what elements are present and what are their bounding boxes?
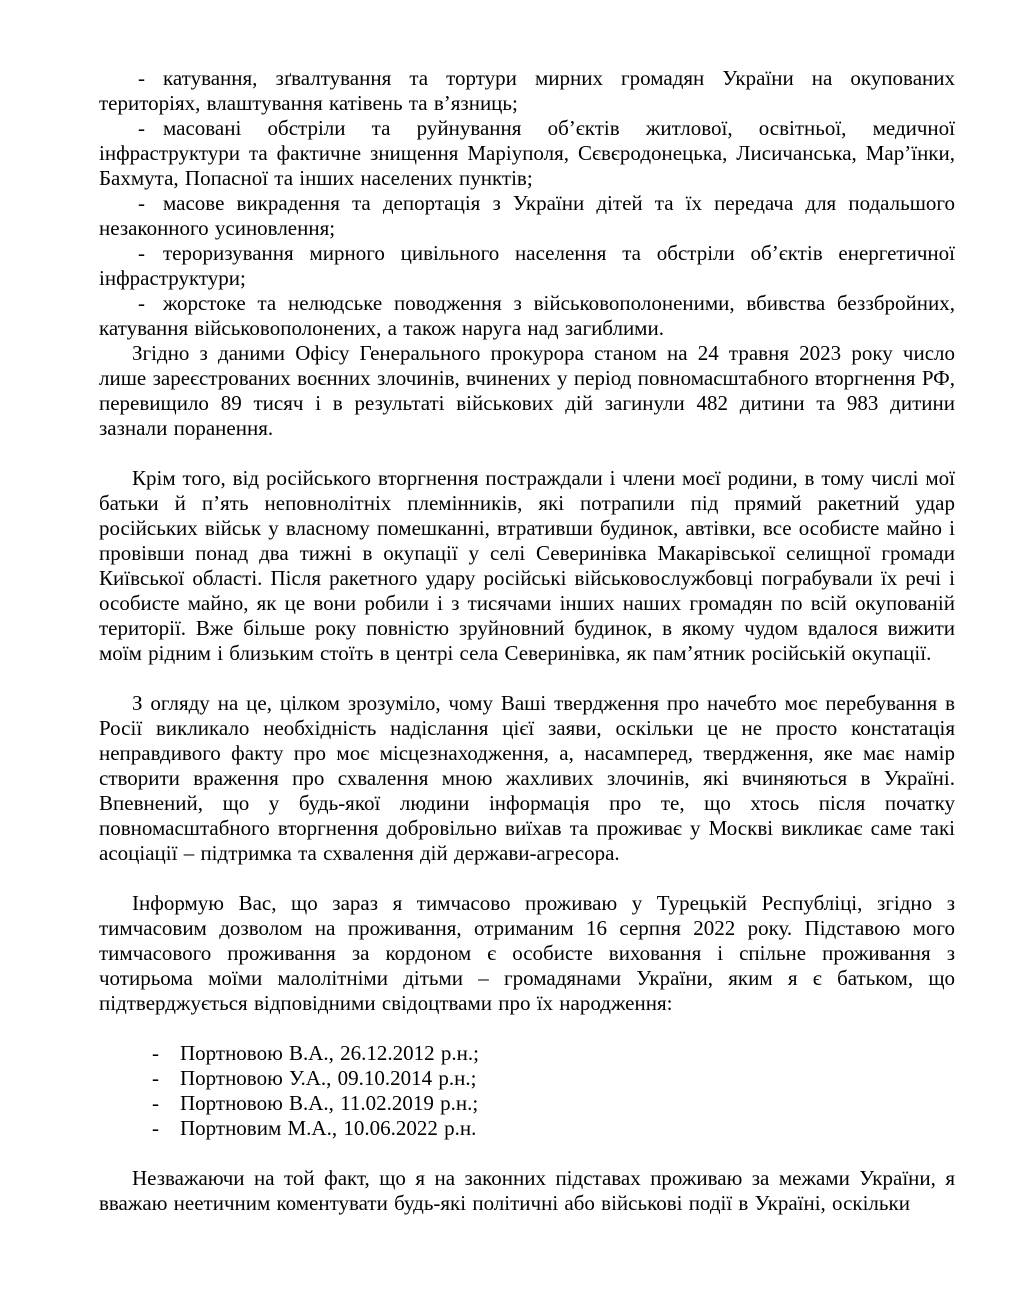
dash-marker: - bbox=[152, 1066, 159, 1090]
paragraph-text: тероризування мирного цивільного населення та обстріли об’єктів енергетичної інфраструктури; bbox=[99, 241, 955, 290]
paragraph bbox=[99, 1166, 955, 1216]
bullet-paragraph bbox=[99, 291, 955, 341]
list-item-text: Портновою В.А., 26.12.2012 р.н.; bbox=[180, 1041, 480, 1065]
dash-marker: - bbox=[138, 66, 145, 90]
paragraph-spacer bbox=[99, 666, 955, 691]
list-item-text: Портновою У.А., 09.10.2014 р.н.; bbox=[180, 1066, 477, 1090]
dash-marker: - bbox=[152, 1116, 159, 1140]
paragraph-text: жорстоке та нелюдське поводження з військовополоненими, вбивства беззбройних, катування військовополонених, а також наруга над загиблими. bbox=[99, 291, 955, 340]
paragraph bbox=[99, 691, 955, 866]
list-item bbox=[99, 1066, 955, 1091]
paragraph-text: масове викрадення та депортація з України дітей та їх передача для подальшого незаконного усиновлення; bbox=[99, 191, 955, 240]
dash-marker: - bbox=[138, 116, 145, 140]
list-item bbox=[99, 1116, 955, 1141]
dash-marker: - bbox=[152, 1041, 159, 1065]
paragraph-text: Згідно з даними Офісу Генерального прокурора станом на 24 травня 2023 року число лише зареєстрованих воєнних злочинів, вчинених у період повномасштабного вторгнення РФ, перевищило 89 тисяч і в результаті військових дій загинули 482 дитини та 983 дитини зазнали поранення. bbox=[99, 341, 955, 440]
dash-marker: - bbox=[138, 191, 145, 215]
paragraph bbox=[99, 891, 955, 1016]
list-item bbox=[99, 1091, 955, 1116]
paragraph-text: Крім того, від російського вторгнення постраждали і члени моєї родини, в тому числі мої батьки й п’ять неповнолітніх племінників, які потрапили під прямий ракетний удар російських військ у власному помешканні, втративши будинок, автівки, все особисте майно і провівши понад два тижні в окупації у селі Северинівка Макарівської селищної громади Київської області. Після ракетного удару російські військовослужбовці пограбували їх речі і особисте майно, як це вони робили і з тисячами інших наших громадян по всій окупованій території. Вже більше року повністю зруйновний будинок, в якому чудом вдалося вижити моїм рідним і близьким стоїть в центрі села Северинівка, як пам’ятник російській окупації. bbox=[99, 466, 955, 665]
paragraph-spacer bbox=[99, 1141, 955, 1166]
paragraph-spacer bbox=[99, 1016, 955, 1041]
list-item bbox=[99, 1041, 955, 1066]
dash-marker: - bbox=[138, 241, 145, 265]
list-item-text: Портновим М.А., 10.06.2022 р.н. bbox=[180, 1116, 477, 1140]
paragraph bbox=[99, 466, 955, 666]
bullet-paragraph bbox=[99, 241, 955, 291]
paragraph-spacer bbox=[99, 441, 955, 466]
paragraph-spacer bbox=[99, 866, 955, 891]
dash-marker: - bbox=[138, 291, 145, 315]
paragraph-text: З огляду на це, цілком зрозуміло, чому Ваші твердження про начебто моє перебування в Росії викликало необхідність надіслання цієї заяви, оскільки це не просто констатація неправдивого факту про моє місцезнаходження, а, насамперед, твердження, яке має намір створити враження про схвалення мною жахливих злочинів, які вчиняються в Україні. Впевнений, що у будь-якої людини інформація про те, що хтось після початку повномасштабного вторгнення добровільно виїхав та проживає у Москві викликає саме такі асоціації – підтримка та схвалення дій держави-агресора. bbox=[99, 691, 955, 865]
bullet-paragraph bbox=[99, 116, 955, 191]
paragraph-text: Незважаючи на той факт, що я на законних підставах проживаю за межами України, я вважаю неетичним коментувати будь-які політичні або військові події в Україні, оскільки bbox=[99, 1166, 955, 1215]
paragraph-text: катування, зґвалтування та тортури мирних громадян України на окупованих територіях, влаштування катівень та в’язниць; bbox=[99, 66, 955, 115]
bullet-paragraph bbox=[99, 66, 955, 116]
paragraph bbox=[99, 341, 955, 441]
dash-marker: - bbox=[152, 1091, 159, 1115]
list-item-text: Портновою В.А., 11.02.2019 р.н.; bbox=[180, 1091, 479, 1115]
paragraph-text: Інформую Вас, що зараз я тимчасово проживаю у Турецькій Республіці, згідно з тимчасовим дозволом на проживання, отриманим 16 серпня 2022 року. Підставою мого тимчасового проживання за кордоном є особисте виховання і спільне проживання з чотирьома моїми малолітніми дітьми – громадянами України, яким я є батьком, що підтверджується відповідними свідоцтвами про їх народження: bbox=[99, 891, 955, 1015]
paragraph-text: масовані обстріли та руйнування об’єктів житлової, освітньої, медичної інфраструктури та фактичне знищення Маріуполя, Сєвєродонецька, Лисичанська, Мар’їнки, Бахмута, Попасної та інших населених пунктів; bbox=[99, 116, 955, 190]
bullet-paragraph bbox=[99, 191, 955, 241]
